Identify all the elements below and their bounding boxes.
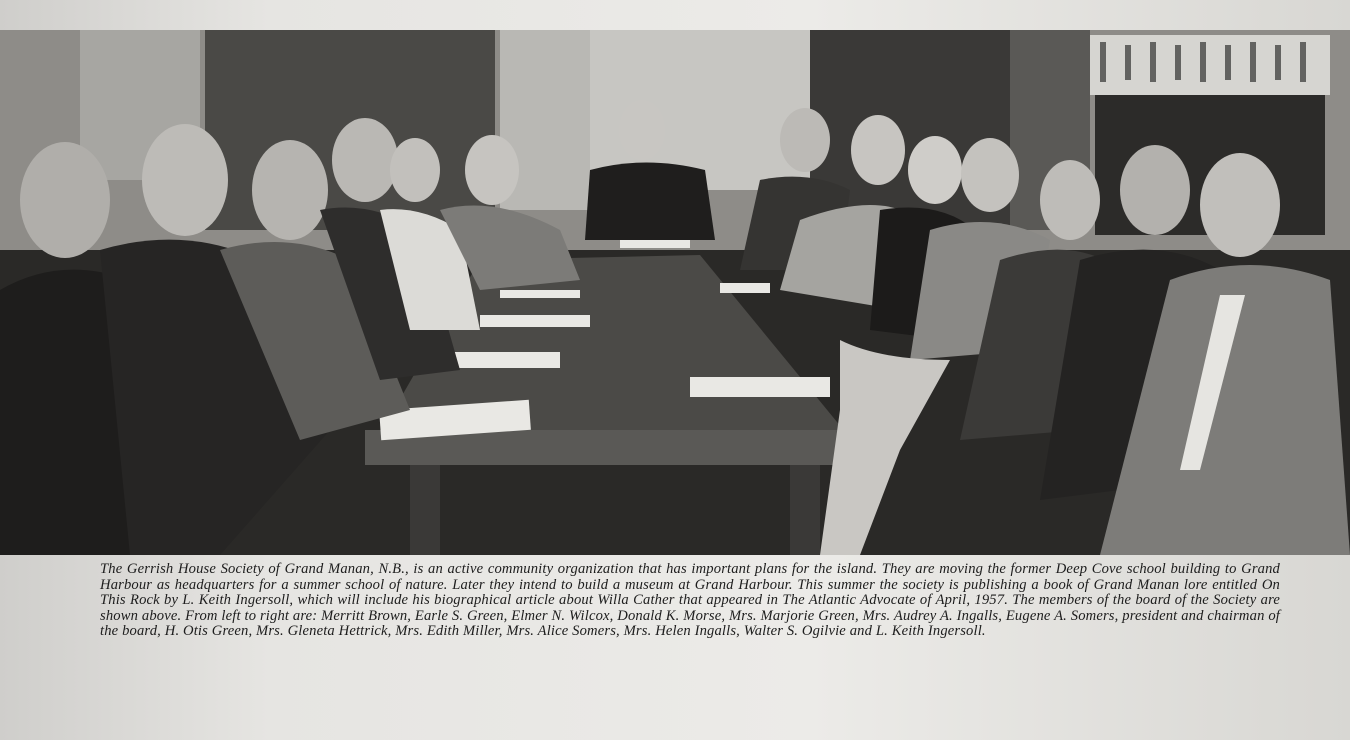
group-photo-icon — [0, 30, 1350, 555]
group-photo — [0, 30, 1350, 555]
photo-caption — [100, 561, 1284, 640]
caption-text: The Gerrish House Society of Grand Manan, N.B., is an active community organization that has important plans for the island. They are moving the former Deep Cove school building to Grand Harbour as headquarters for a summer school of nature. Later they intend to build a museum at Grand Harbour. This summer the society is publishing a book of Grand Manan lore entitled On This Rock by L. Keith Ingersoll, which will include his biographical article about Willa Cather that appeared in The Atlantic Advocate of April, 1957. The members of the board of the Society are shown above. From left to right are: Merritt Brown, Earle S. Green, Elmer N. Wilcox, Donald K. Morse, Mrs. Marjorie Green, Mrs. Audrey A. Ingalls, Eugene A. Somers, president and chairman of the board, H. Otis Green, Mrs. Gleneta Hettrick, Mrs. Edith Miller, Mrs. Alice Somers, Mrs. Helen Ingalls, Walter S. Ogilvie and L. Keith Ingersoll. — [100, 561, 1284, 640]
